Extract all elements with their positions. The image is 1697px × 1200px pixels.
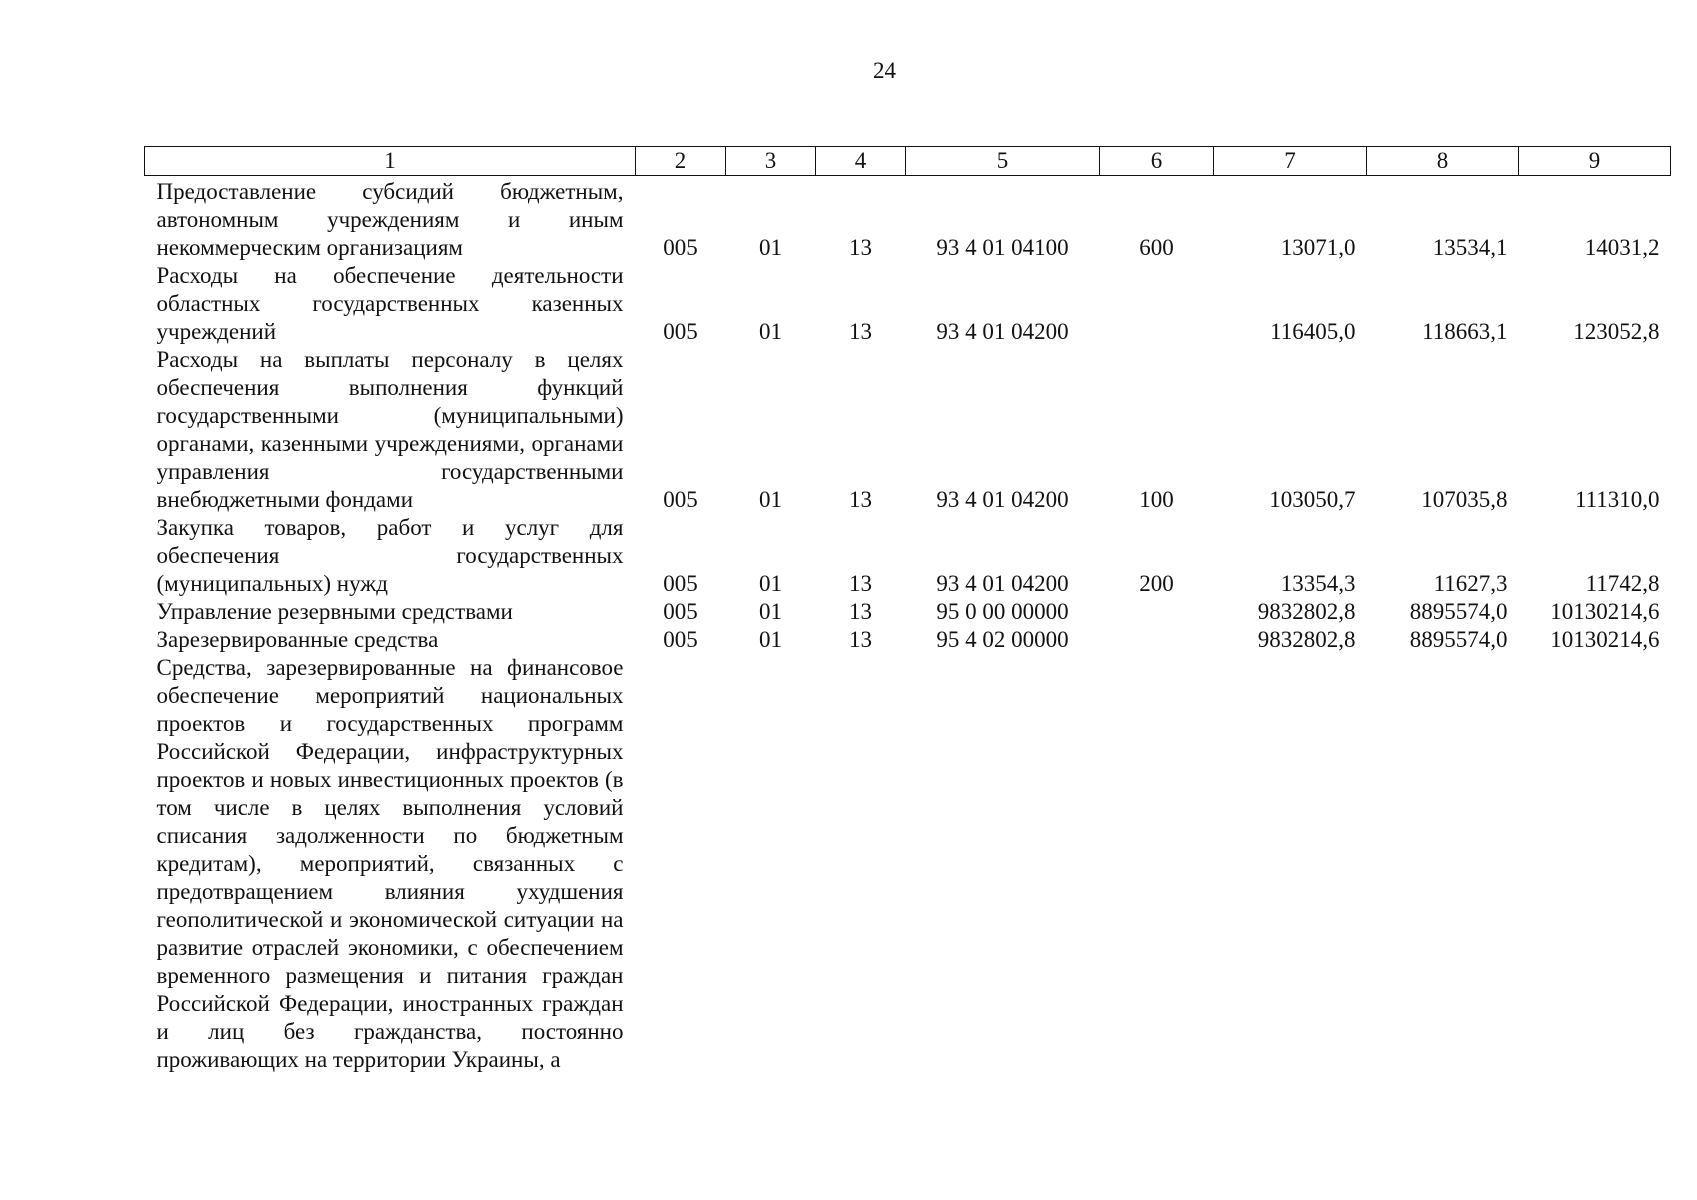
- column-header: 1: [145, 147, 636, 176]
- table-row: [145, 346, 1671, 514]
- amount-col8: 11627,3: [1433, 571, 1508, 596]
- ministry-code: 005: [663, 487, 698, 512]
- column-header: 2: [636, 147, 726, 176]
- subsection-code: 13: [849, 599, 872, 624]
- section-code: 01: [759, 599, 782, 624]
- page-number: 24: [873, 58, 896, 83]
- expense-type-code: [1100, 262, 1214, 346]
- column-header: 9: [1519, 147, 1671, 176]
- row-description: Средства, зарезервированные на финансовое обеспечение мероприятий национальных проектов и государственных программ Российской Федерации, инфраструктурных проектов и новых инвестиционных проектов (в том числе в целях выполнения условий списания задолженности по бюджетным кредитам), мероприятий, связанных с предотвращением влияния ухудшения геополитической и экономической ситуации на развитие отраслей экономики, с обеспечением временного размещения и питания граждан Российской Федерации, иностранных граждан и лиц без гражданства, постоянно проживающих на территории Украины, а: [156, 655, 624, 1072]
- amount-col9: 10130214,6: [1550, 599, 1660, 624]
- amount-col7: 103050,7: [1269, 487, 1356, 512]
- expense-type-code: [1100, 654, 1214, 1074]
- section-code: [726, 654, 816, 1074]
- section-code: 01: [759, 235, 782, 260]
- ministry-code: 005: [663, 235, 698, 260]
- column-header: 8: [1367, 147, 1519, 176]
- target-article-code: 93 4 01 04100: [936, 235, 1069, 260]
- table-row: [145, 626, 1671, 654]
- expense-type-code: [1100, 598, 1214, 626]
- row-description: Закупка товаров, работ и услуг для обеспечения государственных (муниципальных) нужд: [156, 515, 624, 596]
- table-header: [145, 147, 1671, 176]
- target-article-code: 93 4 01 04200: [936, 571, 1069, 596]
- ministry-code: 005: [663, 319, 698, 344]
- column-header: 4: [816, 147, 906, 176]
- subsection-code: 13: [849, 487, 872, 512]
- row-description: Предоставление субсидий бюджетным, автономным учреждениям и иным некоммерческим организациям: [156, 179, 624, 260]
- amount-col9: 111310,0: [1574, 487, 1660, 512]
- subsection-code: 13: [849, 235, 872, 260]
- table-row: [145, 654, 1671, 1074]
- target-article-code: 93 4 01 04200: [936, 319, 1069, 344]
- amount-col8: [1367, 654, 1519, 1074]
- amount-col9: [1519, 654, 1671, 1074]
- amount-col9: 14031,2: [1584, 235, 1660, 260]
- ministry-code: 005: [663, 571, 698, 596]
- table-row: [145, 262, 1671, 346]
- subsection-code: 13: [849, 571, 872, 596]
- amount-col9: 123052,8: [1573, 319, 1660, 344]
- column-header: 3: [726, 147, 816, 176]
- ministry-code: 005: [663, 599, 698, 624]
- row-description: Управление резервными средствами: [156, 599, 513, 624]
- subsection-code: 13: [849, 319, 872, 344]
- target-article-code: 95 0 00 00000: [936, 599, 1069, 624]
- column-header: 5: [906, 147, 1100, 176]
- amount-col8: 13534,1: [1432, 235, 1508, 260]
- amount-col8: 8895574,0: [1409, 627, 1508, 652]
- amount-col7: 13354,3: [1280, 571, 1356, 596]
- expense-type-code: 200: [1139, 571, 1174, 596]
- subsection-code: [816, 654, 906, 1074]
- amount-col9: 11742,8: [1585, 571, 1660, 596]
- amount-col8: 107035,8: [1421, 487, 1508, 512]
- table-row: [145, 514, 1671, 598]
- header-row: [145, 147, 1671, 176]
- target-article-code: 93 4 01 04200: [936, 487, 1069, 512]
- section-code: 01: [759, 487, 782, 512]
- section-code: 01: [759, 627, 782, 652]
- column-header: 6: [1100, 147, 1214, 176]
- amount-col8: 118663,1: [1422, 319, 1508, 344]
- row-description: Зарезервированные средства: [156, 627, 439, 652]
- section-code: 01: [759, 571, 782, 596]
- budget-table: [144, 146, 1671, 1074]
- row-description: Расходы на обеспечение деятельности областных государственных казенных учреждений: [156, 263, 624, 344]
- ministry-code: [636, 654, 726, 1074]
- target-article-code: [906, 654, 1100, 1074]
- expense-type-code: 600: [1139, 235, 1174, 260]
- amount-col7: 9832802,8: [1257, 599, 1356, 624]
- amount-col7: [1214, 654, 1367, 1074]
- amount-col7: 116405,0: [1270, 319, 1356, 344]
- column-header: 7: [1214, 147, 1367, 176]
- amount-col7: 9832802,8: [1257, 627, 1356, 652]
- amount-col7: 13071,0: [1280, 235, 1356, 260]
- section-code: 01: [759, 319, 782, 344]
- amount-col9: 10130214,6: [1550, 627, 1660, 652]
- expense-type-code: 100: [1139, 487, 1174, 512]
- expense-type-code: [1100, 626, 1214, 654]
- ministry-code: 005: [663, 627, 698, 652]
- target-article-code: 95 4 02 00000: [936, 627, 1069, 652]
- amount-col8: 8895574,0: [1409, 599, 1508, 624]
- subsection-code: 13: [849, 627, 872, 652]
- row-description: Расходы на выплаты персоналу в целях обеспечения выполнения функций государственными (муниципальными) органами, казенными учреждениями, органами управления государственными внебюджетными фондами: [156, 347, 624, 512]
- table-body: [145, 176, 1671, 1075]
- table-row: [145, 176, 1671, 263]
- table-row: [145, 598, 1671, 626]
